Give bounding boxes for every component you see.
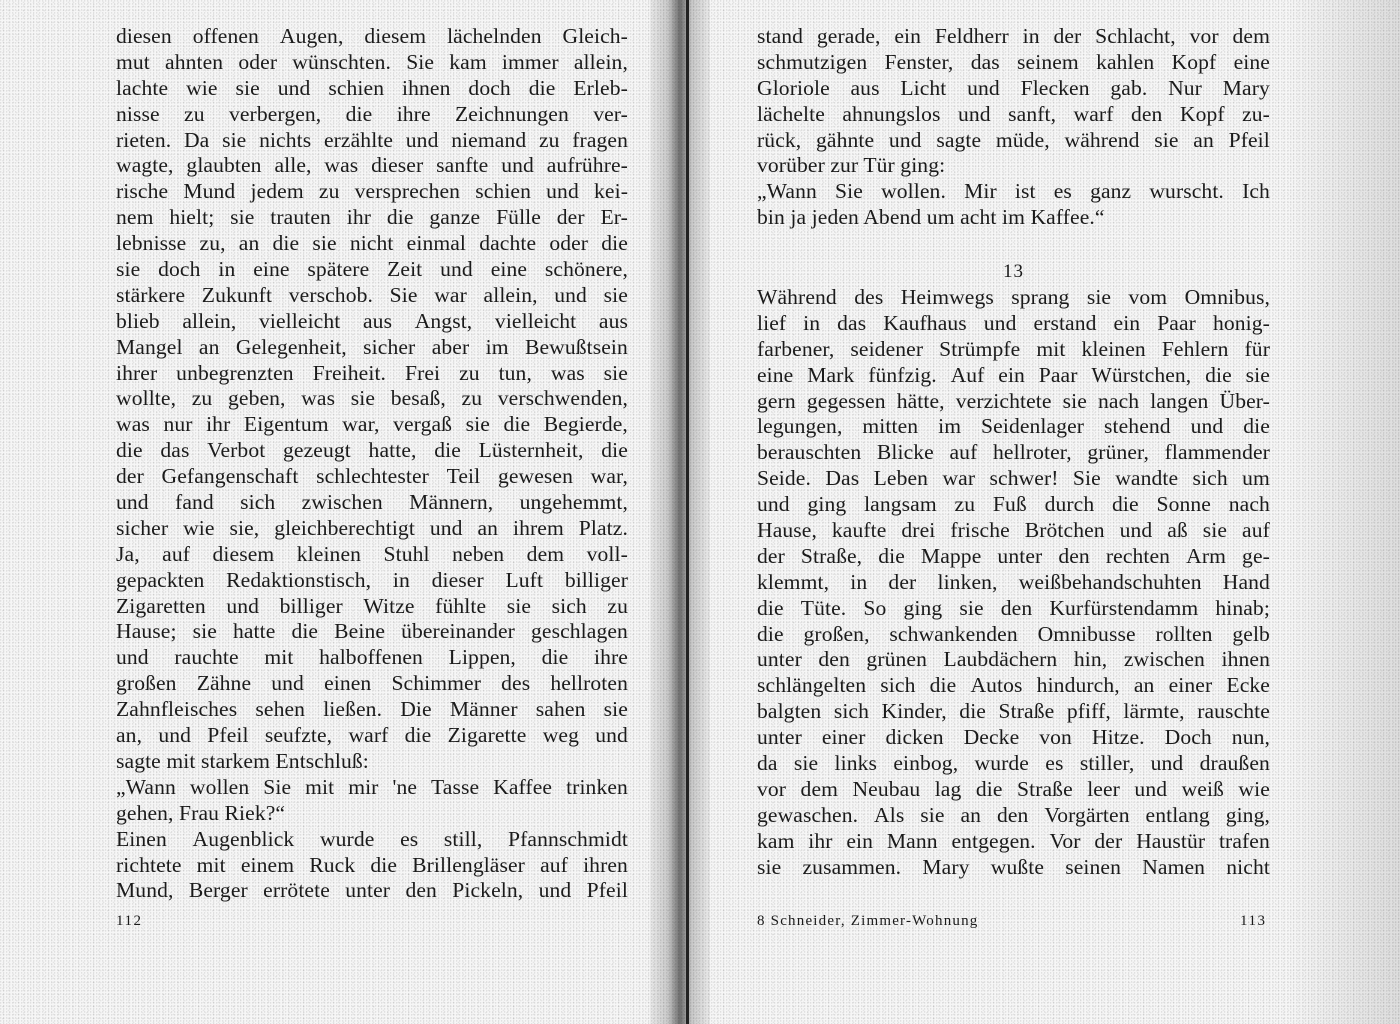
- text-line: und ging langsam zu Fuß durch die Sonne nach: [757, 492, 1270, 517]
- text-line: und fand sich zwischen Männern, ungehemmt,: [116, 490, 628, 515]
- text-line: der Straße, die Mappe unter den rechten Arm ge-: [757, 543, 1270, 568]
- text-line: ihrer unbegrenzten Freiheit. Frei zu tun, was sie: [116, 360, 628, 385]
- text-line: die das Verbot gezeugt hatte, die Lüsternheit, die: [116, 438, 628, 463]
- book-spine-shadow: [686, 0, 689, 1024]
- text-line: sicher wie sie, gleichberechtigt und an ihrem Platz.: [116, 515, 628, 540]
- text-line: Mangel an Gelegenheit, sicher aber im Bewußtsein: [116, 334, 628, 359]
- text-line: vor dem Neubau lag die Straße leer und weiß wie: [757, 776, 1270, 801]
- text-line: gern gegessen hätte, verzichtete sie nach langen Über-: [757, 388, 1270, 413]
- text-line: Während des Heimwegs sprang sie vom Omnibus,: [757, 285, 1270, 310]
- text-line: wollte, zu geben, was sie besaß, zu verschwenden,: [116, 386, 628, 411]
- text-line: Zigaretten und billiger Witze fühlte sie sich zu: [116, 593, 628, 618]
- text-line: berauschten Blicke auf hellroter, grüner, flammender: [757, 440, 1270, 465]
- text-line: blieb allein, vielleicht aus Angst, vielleicht aus: [116, 308, 628, 333]
- page-edge-shadow: [1288, 0, 1400, 1024]
- text-line: da sie links einbog, wurde es stiller, und draußen: [757, 751, 1270, 776]
- right-page-text-after-chapter: [757, 285, 1270, 880]
- page-number-right: 113: [1240, 913, 1267, 929]
- text-line: Hause, kaufte drei frische Brötchen und aß sie auf: [757, 518, 1270, 543]
- text-line: unter den grünen Laubdächern hin, zwischen ihnen: [757, 647, 1270, 672]
- text-line: rieten. Da sie nichts erzählte und niemand zu fragen: [116, 127, 628, 152]
- text-line: lächelte ahnungslos und sanft, warf den Kopf zu-: [757, 101, 1270, 126]
- text-line: lachte wie sie und schien ihnen doch die Erleb-: [116, 75, 628, 100]
- page-number-left: 112: [116, 913, 143, 929]
- text-line: gepackten Redaktionstisch, in dieser Luft billiger: [116, 567, 628, 592]
- text-line: vorüber zur Tür ging:: [757, 153, 946, 178]
- text-line: sie doch in eine spätere Zeit und eine schönere,: [116, 257, 628, 282]
- text-line: lebnisse zu, an die sie nicht einmal dachte oder die: [116, 231, 628, 256]
- text-line: legungen, mitten im Seidenlager stehend und die: [757, 414, 1270, 439]
- text-line: an, und Pfeil seufzte, warf die Zigarette weg und: [116, 723, 628, 748]
- text-line: bin ja jeden Abend um acht im Kaffee.“: [757, 205, 1105, 230]
- text-line: die großen, schwankenden Omnibusse rollten gelb: [757, 621, 1270, 646]
- text-line: Zahnfleisches sehen ließen. Die Männer sahen sie: [116, 697, 628, 722]
- left-page: [116, 24, 628, 904]
- text-line: mut ahnten oder wünschten. Sie kam immer allein,: [116, 49, 628, 74]
- text-line: gewaschen. Als sie an den Vorgärten entlang ging,: [757, 802, 1270, 827]
- right-page-text-before-chapter: [757, 24, 1270, 231]
- left-page-text: [116, 24, 628, 904]
- text-line: unter einer dicken Decke von Hitze. Doch nun,: [757, 725, 1270, 750]
- right-page: [757, 24, 1270, 881]
- text-line: Hause; sie hatte die Beine übereinander geschlagen: [116, 619, 628, 644]
- text-line: schmutzigen Fenster, das seinem kahlen Kopf eine: [757, 49, 1270, 74]
- text-line: rück, gähnte und sagte müde, während sie an Pfeil: [757, 127, 1270, 152]
- signature-mark: 8 Schneider, Zimmer-Wohnung: [757, 913, 979, 929]
- text-line: nem hielt; sie trauten ihr die ganze Fülle der Er-: [116, 205, 628, 230]
- text-line: richtete mit einem Ruck die Brillengläser auf ihren: [116, 852, 628, 877]
- text-line: eine Mark fünfzig. Auf ein Paar Würstchen, die sie: [757, 362, 1270, 387]
- text-line: stand gerade, ein Feldherr in der Schlacht, vor dem: [757, 24, 1270, 48]
- text-line: sie zusammen. Mary wußte seinen Namen nicht: [757, 854, 1270, 879]
- text-line: und rauchte mit halboffenen Lippen, die ihre: [116, 645, 628, 670]
- text-line: Einen Augenblick wurde es still, Pfannschmidt: [116, 826, 628, 851]
- text-line: nisse zu verbergen, die ihre Zeichnungen ver-: [116, 101, 628, 126]
- text-line: stärkere Zukunft verschob. Sie war allein, und sie: [116, 282, 628, 307]
- text-line: der Gefangenschaft schlechtester Teil gewesen war,: [116, 464, 628, 489]
- text-line: die Tüte. So ging sie den Kurfürstendamm hinab;: [757, 595, 1270, 620]
- text-line: klemmt, in der linken, weißbehandschuhten Hand: [757, 569, 1270, 594]
- text-line: diesen offenen Augen, diesem lächelnden Gleich-: [116, 24, 628, 48]
- text-line: was nur ihr Eigentum war, vergaß sie die Begierde,: [116, 412, 628, 437]
- text-line: Gloriole aus Licht und Flecken gab. Nur Mary: [757, 75, 1270, 100]
- text-line: schlängelten sich die Autos hindurch, an einer Ecke: [757, 673, 1270, 698]
- chapter-number: 13: [1003, 261, 1024, 283]
- text-line: „Wann Sie wollen. Mir ist es ganz wurscht. Ich: [757, 179, 1270, 204]
- book-gutter: [650, 0, 710, 1024]
- text-line: lief in das Kaufhaus und erstand ein Paar honig-: [757, 310, 1270, 335]
- text-line: gehen, Frau Riek?“: [116, 800, 286, 825]
- text-line: Mund, Berger errötete unter den Pickeln, und Pfeil: [116, 878, 628, 903]
- text-line: sagte mit starkem Entschluß:: [116, 748, 369, 773]
- text-line: rische Mund jedem zu versprechen schien und kei-: [116, 179, 628, 204]
- text-line: balgten sich Kinder, die Straße pfiff, lärmte, rauschte: [757, 699, 1270, 724]
- text-line: Ja, auf diesem kleinen Stuhl neben dem voll-: [116, 541, 628, 566]
- text-line: „Wann wollen Sie mit mir 'ne Tasse Kaffee trinken: [116, 774, 628, 799]
- text-line: kam ihr ein Mann entgegen. Vor der Haustür trafen: [757, 828, 1270, 853]
- text-line: großen Zähne und einen Schimmer des hellroten: [116, 671, 628, 696]
- text-line: farbener, seidener Strümpfe mit kleinen Fehlern für: [757, 336, 1270, 361]
- text-line: Seide. Das Leben war schwer! Sie wandte sich um: [757, 466, 1270, 491]
- text-line: wagte, glaubten alle, was dieser sanfte und aufrühre-: [116, 153, 628, 178]
